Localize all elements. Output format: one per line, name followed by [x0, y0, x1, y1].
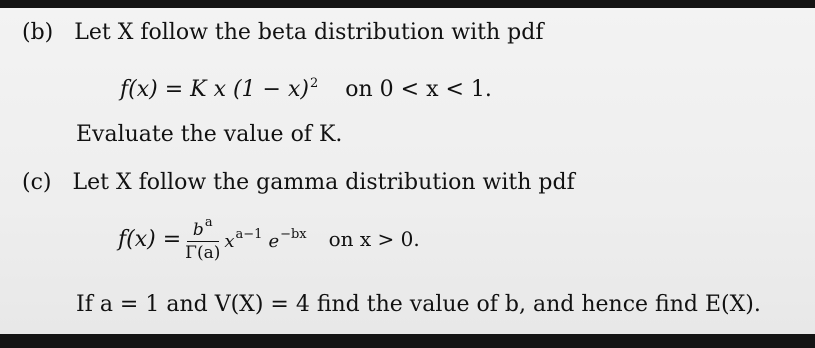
part-c-intro-text: Let X follow the gamma distribution with pdf — [72, 170, 575, 195]
part-c-pdf-lhs: f(x) = — [118, 226, 182, 252]
part-c-x-base: x — [224, 230, 235, 252]
part-b-intro — [22, 20, 544, 45]
part-b-task: Evaluate the value of K. — [76, 122, 343, 147]
part-b-marker: (b) — [22, 20, 54, 45]
part-c-domain: on x > 0. — [328, 227, 420, 251]
part-b-domain: on 0 < x < 1. — [345, 77, 492, 102]
part-c-intro — [22, 170, 575, 195]
top-dark-border — [0, 0, 815, 8]
part-c-e-term — [268, 227, 306, 252]
part-b-intro-text: Let X follow the beta distribution with pdf — [74, 20, 544, 45]
part-c-num-base: b — [192, 220, 204, 240]
part-b-pdf-rhs: K x (1 − x) — [190, 77, 309, 102]
part-c-task: If a = 1 and V(X) = 4 find the value of b, and hence find E(X). — [76, 292, 761, 317]
part-c-fraction — [185, 216, 220, 262]
part-c-pdf-equation — [118, 216, 420, 262]
part-b-pdf-equation — [120, 76, 492, 102]
part-c-e-base: e — [268, 230, 280, 252]
part-c-e-exponent: −bx — [280, 226, 307, 242]
part-c-x-exponent: a−1 — [235, 226, 263, 242]
part-b-pdf-lhs: f(x) = — [120, 77, 191, 102]
bottom-dark-border — [0, 334, 815, 348]
part-b-pdf-exponent: 2 — [309, 76, 319, 91]
part-c-num-exponent: a — [204, 215, 213, 230]
part-c-fraction-denominator: Γ(a) — [185, 243, 221, 263]
part-c-x-term — [224, 227, 262, 252]
part-c-marker: (c) — [22, 170, 52, 195]
part-c-fraction-numerator — [187, 216, 219, 242]
problem-sheet — [0, 8, 815, 334]
